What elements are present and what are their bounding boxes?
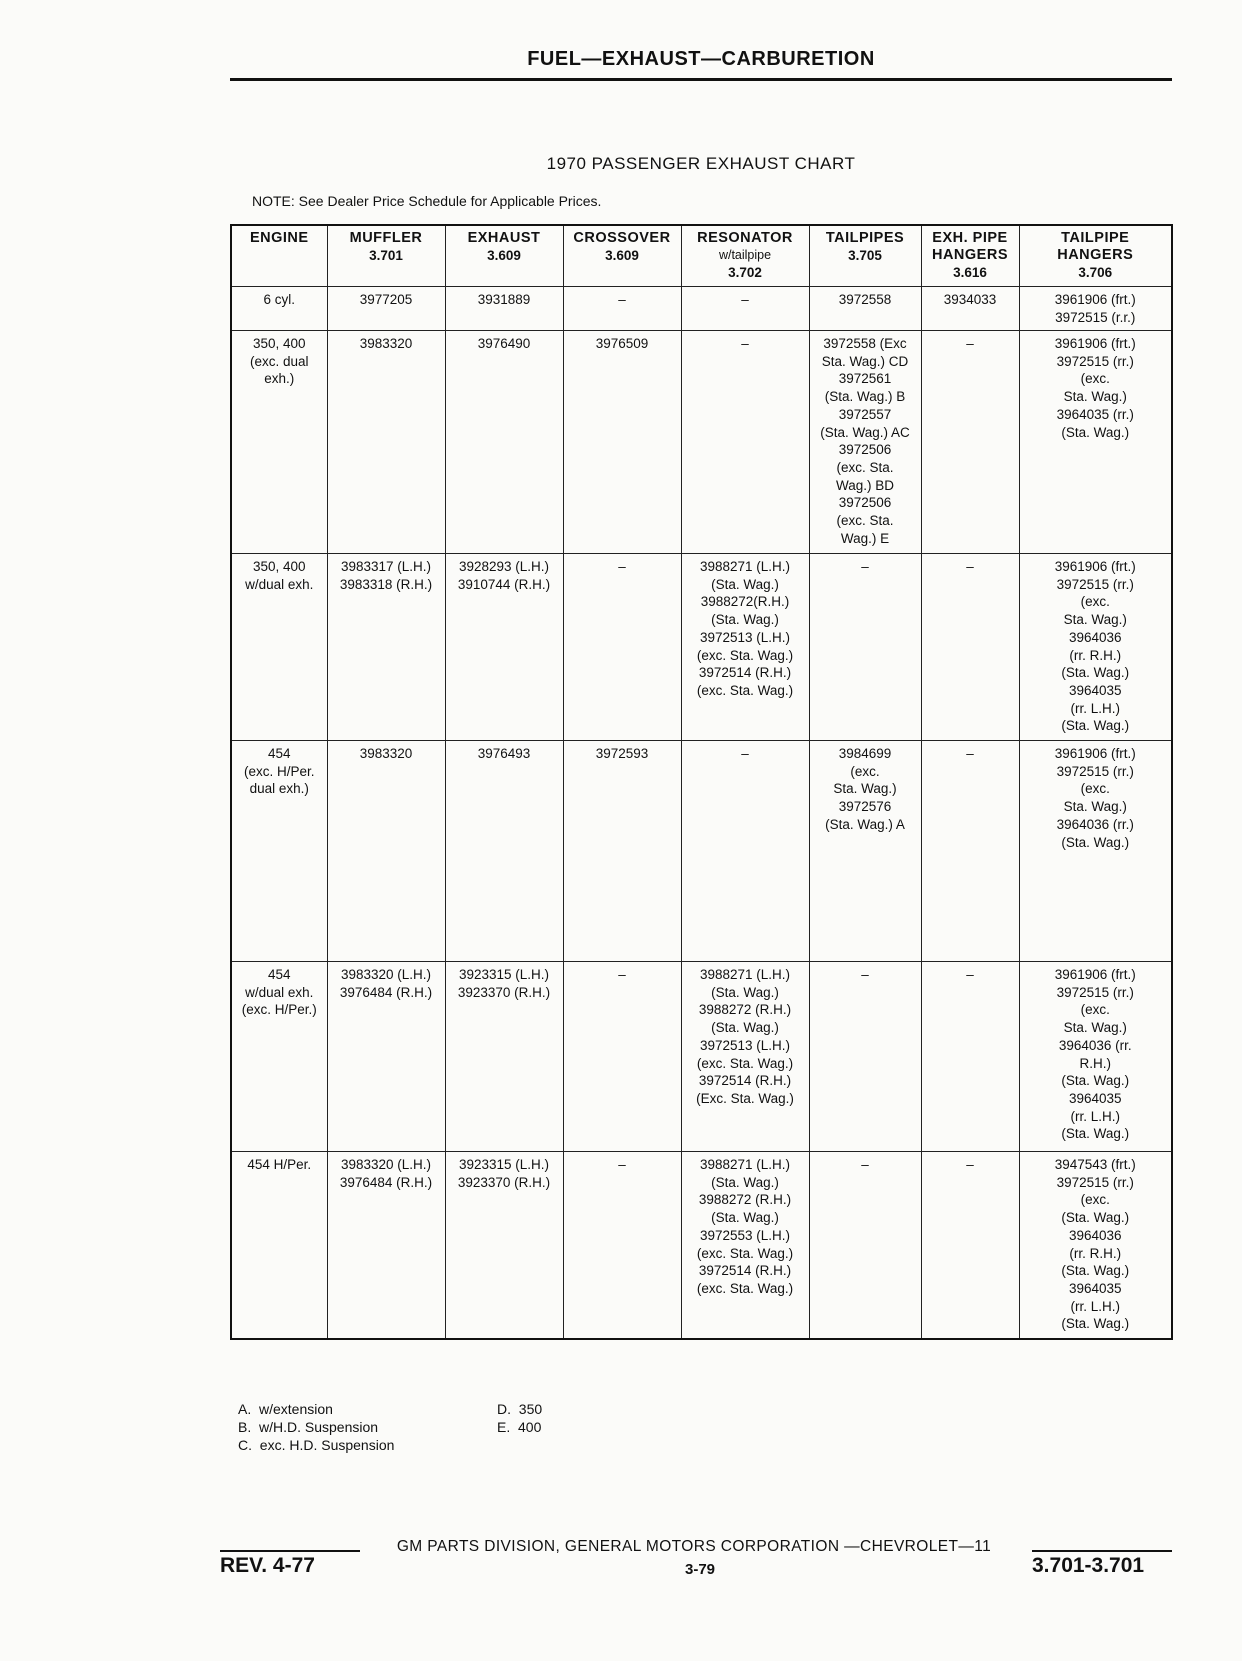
column-header-sub: w/tailpipe [718, 248, 772, 262]
cell-line: 3964036 (rr.) [1056, 816, 1134, 832]
cell-line: 3983318 (R.H.) [339, 576, 433, 592]
table-cell [1019, 331, 1172, 554]
cell-line: 3976490 [477, 336, 531, 351]
table-cell [1019, 1152, 1172, 1339]
cell-line: Wag.) E [840, 530, 890, 546]
cell-line: (Sta. Wag.) [711, 612, 779, 628]
cell-line: w/dual exh. [245, 576, 314, 592]
cell-line: 3983317 (L.H.) [340, 559, 432, 574]
table-cell [1019, 287, 1172, 331]
table-cell [231, 1152, 327, 1339]
table-header-row [231, 225, 1172, 287]
table-cell [809, 554, 921, 741]
cell-line: 3988272 (R.H.) [698, 1002, 792, 1018]
cell-line: 3988271 (L.H.) [699, 967, 791, 982]
footnotes-left [238, 1400, 394, 1454]
column-header-name: RESONATOR [697, 230, 793, 246]
cell-line: 3972513 (L.H.) [699, 629, 791, 645]
table-cell [809, 741, 921, 962]
cell-line: (Sta. Wag.) [1061, 424, 1130, 440]
cell-line: 3961906 (frt.) [1054, 559, 1136, 574]
cell-line: Sta. Wag.) [1063, 1020, 1127, 1036]
cell-line: 3964035 [1068, 1090, 1122, 1106]
cell-line: 3972515 (rr.) [1056, 353, 1134, 369]
table-cell [327, 1152, 445, 1339]
cell-line: Wag.) BD [835, 477, 894, 493]
cell-line: (exc. Sta. Wag.) [696, 1245, 794, 1261]
cell-line: exh.) [264, 371, 295, 387]
cell-line: – [618, 1157, 626, 1172]
cell-line: (exc. Sta. [836, 513, 894, 529]
cell-line: (exc. Sta. Wag.) [696, 647, 794, 663]
cell-line: 3964036 [1068, 1227, 1122, 1243]
cell-line: 3923370 (R.H.) [457, 984, 551, 1000]
cell-line: – [741, 292, 749, 307]
cell-line: 3976493 [477, 746, 531, 761]
cell-line: 3972515 (rr.) [1056, 984, 1134, 1000]
cell-line: 3961906 (frt.) [1054, 746, 1136, 761]
footnote: B. w/H.D. Suspension [238, 1419, 379, 1435]
cell-line: – [741, 746, 749, 761]
cell-line: – [966, 559, 974, 574]
cell-line: 3934033 [943, 292, 997, 307]
page-title: FUEL—EXHAUST—CARBURETION [527, 48, 875, 70]
cell-line: 3972506 [838, 495, 892, 511]
cell-line: 454 [267, 967, 291, 982]
cell-line: Sta. Wag.) CD [821, 353, 909, 369]
cell-line: 454 H/Per. [247, 1157, 312, 1172]
cell-line: 3972515 (rr.) [1056, 1174, 1134, 1190]
cell-line: – [966, 967, 974, 982]
cell-line: (Sta. Wag.) B [824, 389, 906, 405]
table-cell [445, 331, 563, 554]
cell-line: (rr. R.H.) [1069, 1245, 1122, 1261]
column-header-code: 3.705 [848, 248, 882, 263]
table-row [231, 1152, 1172, 1339]
cell-line: 3923315 (L.H.) [458, 1157, 550, 1172]
cell-line: (exc. [1080, 1192, 1110, 1208]
cell-line: (Sta. Wag.) [1061, 1210, 1130, 1226]
cell-line: (exc. Sta. [836, 459, 894, 475]
table-cell [921, 1152, 1019, 1339]
cell-line: 3972558 (Exc [823, 336, 907, 351]
revision-label: REV. 4-77 [220, 1554, 315, 1577]
cell-line: 3964035 [1068, 1280, 1122, 1296]
cell-line: 3983320 [359, 336, 413, 351]
cell-line: (exc. Sta. Wag.) [696, 1280, 794, 1296]
cell-line: 3964036 [1068, 629, 1122, 645]
cell-line: (Sta. Wag.) [711, 984, 779, 1000]
cell-line: – [966, 336, 974, 351]
cell-line: 3972506 [838, 442, 892, 458]
cell-line: 3983320 (L.H.) [340, 1157, 432, 1172]
cell-line: 3972514 (R.H.) [698, 1263, 792, 1279]
cell-line: 3972576 [838, 799, 892, 815]
footnote: E. 400 [497, 1419, 542, 1435]
table-cell [231, 287, 327, 331]
cell-line: (exc. dual [249, 353, 309, 369]
cell-line: (rr. L.H.) [1070, 1298, 1120, 1314]
cell-line: 3976509 [595, 336, 649, 351]
table-cell [563, 1152, 681, 1339]
table-cell [327, 287, 445, 331]
cell-line: (exc. [1080, 1002, 1110, 1018]
cell-line: dual exh.) [249, 781, 309, 797]
cell-line: – [741, 336, 749, 351]
table-cell [445, 287, 563, 331]
cell-line: 3976484 (R.H.) [339, 984, 433, 1000]
table-cell [231, 962, 327, 1152]
cell-line: (Sta. Wag.) [711, 1020, 779, 1036]
chart-title: 1970 PASSENGER EXHAUST CHART [546, 154, 856, 173]
cell-line: 3923315 (L.H.) [458, 967, 550, 982]
cell-line: (exc. [1080, 781, 1110, 797]
cell-line: (Sta. Wag.) AC [820, 424, 910, 440]
table-cell [563, 962, 681, 1152]
cell-line: (Sta. Wag.) [711, 1210, 779, 1226]
footnote: A. w/extension [238, 1401, 333, 1417]
cell-line: (rr. R.H.) [1069, 647, 1122, 663]
section-range: 3.701-3.701 [1032, 1554, 1145, 1577]
cell-line: 6 cyl. [263, 292, 295, 307]
cell-line: 3988272(R.H.) [700, 594, 790, 610]
cell-line: (Sta. Wag.) [1061, 834, 1130, 850]
cell-line: 3961906 (frt.) [1054, 967, 1136, 982]
cell-line: 3988272 (R.H.) [698, 1192, 792, 1208]
column-header-name: EXH. PIPE HANGERS [931, 230, 1008, 263]
cell-line: – [618, 559, 626, 574]
table-cell [681, 1152, 809, 1339]
table-cell [445, 741, 563, 962]
cell-line: 3961906 (frt.) [1054, 336, 1136, 351]
cell-line: R.H.) [1079, 1055, 1111, 1071]
table-row [231, 554, 1172, 741]
cell-line: (Sta. Wag.) A [825, 816, 905, 832]
column-header-name: CROSSOVER [573, 230, 671, 246]
column-header [445, 225, 563, 287]
table-cell [681, 287, 809, 331]
cell-line: 3931889 [477, 292, 531, 307]
page-header [230, 48, 1172, 81]
cell-line: 3988271 (L.H.) [699, 559, 791, 574]
cell-line: 3964036 (rr. [1058, 1037, 1132, 1053]
cell-line: 3947543 (frt.) [1054, 1157, 1136, 1172]
cell-line: (Sta. Wag.) [1061, 1316, 1130, 1332]
cell-line: 3972593 [595, 746, 649, 761]
cell-line: 3983320 [359, 746, 413, 761]
footer-rule-right [1032, 1550, 1172, 1552]
table-cell [1019, 741, 1172, 962]
table-cell [231, 554, 327, 741]
exhaust-chart-table [230, 224, 1173, 1340]
table-cell [563, 554, 681, 741]
table-cell [921, 331, 1019, 554]
table-cell [327, 554, 445, 741]
table-row [231, 331, 1172, 554]
cell-line: (Sta. Wag.) [1061, 1073, 1130, 1089]
table-cell [445, 554, 563, 741]
cell-line: (rr. L.H.) [1070, 700, 1120, 716]
table-cell [809, 962, 921, 1152]
cell-line: (Sta. Wag.) [1061, 1126, 1130, 1142]
table-cell [563, 741, 681, 962]
table-cell [681, 554, 809, 741]
column-header-code: 3.616 [953, 265, 987, 280]
cell-line: (exc. [1080, 371, 1110, 387]
cell-line: w/dual exh. [245, 984, 314, 1000]
table-cell [921, 962, 1019, 1152]
cell-line: 3972513 (L.H.) [699, 1037, 791, 1053]
table-cell [1019, 962, 1172, 1152]
cell-line: – [861, 967, 869, 982]
table-cell [809, 287, 921, 331]
cell-line: 3972553 (L.H.) [699, 1227, 791, 1243]
table-cell [445, 962, 563, 1152]
cell-line: 454 [267, 746, 291, 761]
cell-line: 3972515 (rr.) [1056, 576, 1134, 592]
cell-line: Sta. Wag.) [1063, 799, 1127, 815]
cell-line: – [966, 746, 974, 761]
cell-line: 3972515 (r.r.) [1055, 309, 1136, 325]
table-cell [809, 1152, 921, 1339]
column-header-name: TAILPIPES [825, 230, 905, 246]
cell-line: (exc. [1080, 594, 1110, 610]
cell-line: 3984699 [838, 746, 892, 761]
cell-line: (exc. H/Per.) [241, 1002, 317, 1018]
cell-line: (Sta. Wag.) [1061, 665, 1130, 681]
page-number: 3-79 [684, 1561, 716, 1578]
table-cell [681, 331, 809, 554]
table-cell [681, 962, 809, 1152]
table-cell [1019, 554, 1172, 741]
column-header-code: 3.706 [1078, 265, 1113, 280]
column-header-code: 3.609 [487, 248, 521, 263]
cell-line: 3972515 (rr.) [1056, 763, 1134, 779]
cell-line: Sta. Wag.) [833, 781, 897, 797]
cell-line: (Exc. Sta. Wag.) [696, 1090, 794, 1106]
column-header-code: 3.702 [728, 265, 762, 280]
column-header-name: TAILPIPE HANGERS [1057, 230, 1134, 263]
cell-line: – [861, 559, 869, 574]
cell-line: 3972557 [838, 406, 892, 422]
table-body [231, 287, 1172, 1339]
cell-line: 3983320 (L.H.) [340, 967, 432, 982]
cell-line: 3964035 [1068, 682, 1122, 698]
table-row [231, 741, 1172, 962]
table-cell [563, 331, 681, 554]
cell-line: 3928293 (L.H.) [458, 559, 550, 574]
cell-line: 3972514 (R.H.) [698, 665, 792, 681]
column-header [563, 225, 681, 287]
cell-line: (Sta. Wag.) [1061, 1263, 1130, 1279]
cell-line: (Sta. Wag.) [711, 576, 779, 592]
column-header-name: ENGINE [249, 230, 309, 246]
table-row [231, 962, 1172, 1152]
table-cell [327, 331, 445, 554]
column-header [327, 225, 445, 287]
cell-line: 3972561 [838, 371, 892, 387]
table-cell [327, 962, 445, 1152]
column-header [809, 225, 921, 287]
table-cell [231, 741, 327, 962]
table-cell [563, 287, 681, 331]
cell-line: (exc. Sta. Wag.) [696, 682, 794, 698]
column-header [231, 225, 327, 287]
cell-line: – [966, 1157, 974, 1172]
table-cell [921, 741, 1019, 962]
table-cell [231, 331, 327, 554]
cell-line: 3988271 (L.H.) [699, 1157, 791, 1172]
table-cell [921, 554, 1019, 741]
column-header-code: 3.609 [605, 248, 639, 263]
cell-line: (exc. H/Per. [243, 763, 315, 779]
cell-line: 3972514 (R.H.) [698, 1073, 792, 1089]
cell-line: – [618, 967, 626, 982]
cell-line: 3977205 [359, 292, 413, 307]
footnotes-right [497, 1400, 542, 1436]
cell-line: Sta. Wag.) [1063, 612, 1127, 628]
table-row [231, 287, 1172, 331]
cell-line: – [861, 1157, 869, 1172]
cell-line: 3976484 (R.H.) [339, 1174, 433, 1190]
cell-line: 350, 400 [252, 336, 306, 351]
table-cell [681, 741, 809, 962]
cell-line: 3910744 (R.H.) [457, 576, 551, 592]
table-cell [445, 1152, 563, 1339]
cell-line: (Sta. Wag.) [711, 1174, 779, 1190]
footer-rule-left [220, 1550, 360, 1552]
table-cell [921, 287, 1019, 331]
cell-line: 3972558 [838, 292, 892, 307]
column-header-name: EXHAUST [467, 230, 541, 246]
column-header [681, 225, 809, 287]
cell-line: 350, 400 [252, 559, 306, 574]
cell-line: (exc. Sta. Wag.) [696, 1055, 794, 1071]
table-cell [809, 331, 921, 554]
cell-line: 3964035 (rr.) [1056, 406, 1134, 422]
column-header [921, 225, 1019, 287]
cell-line: 3961906 (frt.) [1054, 292, 1136, 307]
price-note: NOTE: See Dealer Price Schedule for Applicable Prices. [252, 193, 602, 209]
cell-line: Sta. Wag.) [1063, 389, 1127, 405]
footnote: C. exc. H.D. Suspension [238, 1437, 395, 1453]
cell-line: – [618, 292, 626, 307]
division-line: GM PARTS DIVISION, GENERAL MOTORS CORPORATION —CHEVROLET—11 [396, 1538, 992, 1555]
cell-line: (exc. [850, 763, 880, 779]
cell-line: 3923370 (R.H.) [457, 1174, 551, 1190]
footnote: D. 350 [497, 1401, 543, 1417]
table-cell [327, 741, 445, 962]
column-header-name: MUFFLER [349, 230, 423, 246]
column-header-code: 3.701 [369, 248, 403, 263]
column-header [1019, 225, 1172, 287]
cell-line: (Sta. Wag.) [1061, 718, 1130, 734]
cell-line: (rr. L.H.) [1070, 1108, 1120, 1124]
